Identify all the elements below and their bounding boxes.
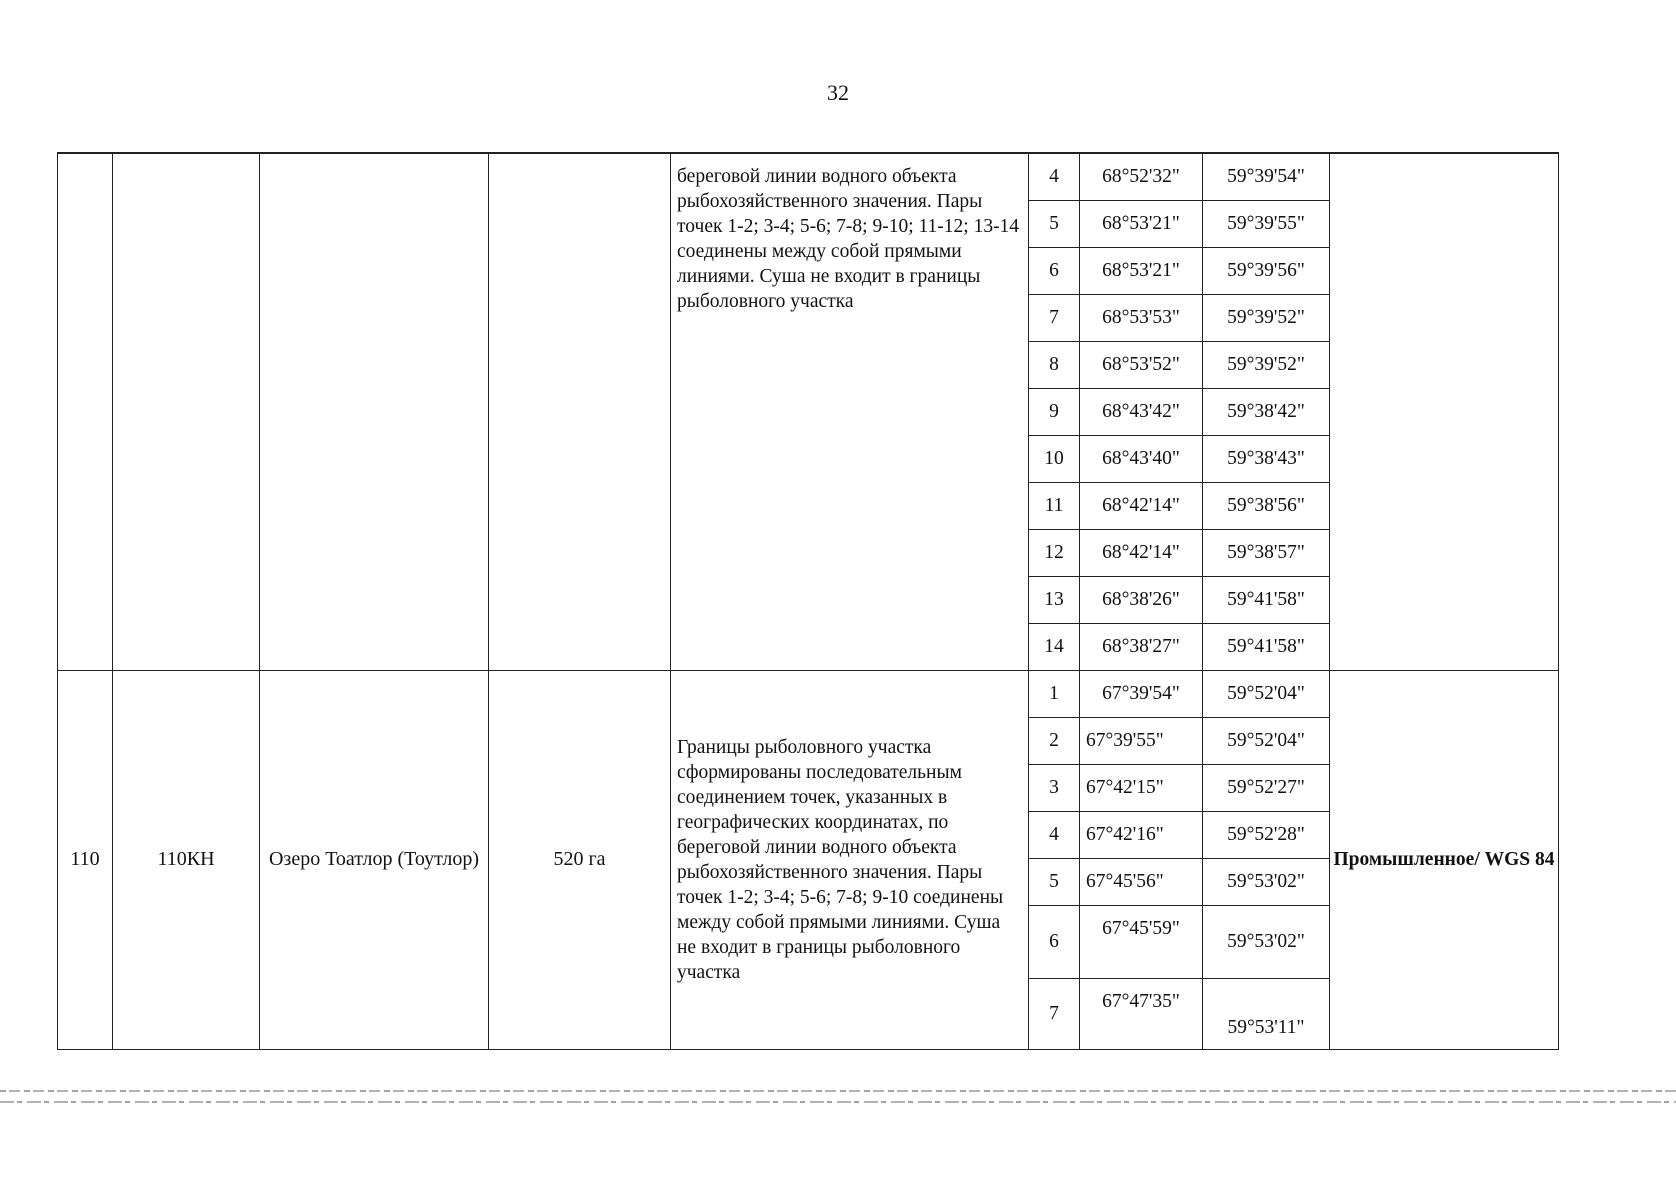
row-number: 110 [58, 670, 113, 1049]
point-number: 1 [1029, 670, 1080, 717]
latitude: 68°53'52" [1080, 341, 1203, 388]
longitude: 59°39'54" [1203, 153, 1330, 200]
longitude: 59°41'58" [1203, 623, 1330, 670]
usage-cell-empty [1330, 153, 1559, 670]
latitude: 68°53'21" [1080, 247, 1203, 294]
longitude: 59°52'27" [1203, 764, 1330, 811]
point-number: 13 [1029, 576, 1080, 623]
point-number: 5 [1029, 858, 1080, 905]
latitude: 67°45'59" [1080, 905, 1203, 978]
longitude: 59°52'04" [1203, 670, 1330, 717]
point-number: 6 [1029, 905, 1080, 978]
point-number: 14 [1029, 623, 1080, 670]
longitude: 59°39'52" [1203, 341, 1330, 388]
point-number: 12 [1029, 529, 1080, 576]
longitude: 59°53'02" [1203, 858, 1330, 905]
boundary-description: Границы рыболовного участка сформированы последовательным соединением точек, указанных в географических координатах, по береговой линии водного объекта рыбохозяйственного значения. Пары точек 1-2; 3-4; 5-6; 7-8; 9-10 соединены между собой прямыми линиями. Суша не входит в границы рыболовного участка [671, 670, 1029, 1049]
longitude: 59°39'55" [1203, 200, 1330, 247]
page-number: 32 [827, 80, 849, 105]
row-number-cell-empty [58, 153, 113, 670]
water-body-name-cell-empty [260, 153, 489, 670]
longitude: 59°38'42" [1203, 388, 1330, 435]
point-number: 4 [1029, 153, 1080, 200]
scan-noise-line [0, 1101, 1676, 1103]
latitude: 67°39'54" [1080, 670, 1203, 717]
latitude: 67°42'15" [1080, 764, 1203, 811]
latitude: 68°52'32" [1080, 153, 1203, 200]
longitude: 59°52'28" [1203, 811, 1330, 858]
point-number: 6 [1029, 247, 1080, 294]
point-number: 9 [1029, 388, 1080, 435]
longitude: 59°53'11" [1203, 978, 1330, 1049]
latitude: 68°43'42" [1080, 388, 1203, 435]
point-number: 2 [1029, 717, 1080, 764]
latitude: 68°42'14" [1080, 529, 1203, 576]
area-code-cell-empty [113, 153, 260, 670]
point-number: 7 [1029, 294, 1080, 341]
area-code: 110КН [113, 670, 260, 1049]
latitude: 68°38'27" [1080, 623, 1203, 670]
point-number: 10 [1029, 435, 1080, 482]
point-number: 8 [1029, 341, 1080, 388]
point-number: 3 [1029, 764, 1080, 811]
latitude: 68°43'40" [1080, 435, 1203, 482]
latitude: 67°39'55" [1080, 717, 1203, 764]
area-size: 520 га [489, 670, 671, 1049]
longitude: 59°41'58" [1203, 576, 1330, 623]
fishing-area-table [57, 152, 1559, 1050]
latitude: 68°53'21" [1080, 200, 1203, 247]
point-number: 5 [1029, 200, 1080, 247]
boundary-description: береговой линии водного объекта рыбохозяйственного значения. Пары точек 1-2; 3-4; 5-6; 7-8; 9-10; 11-12; 13-14 соединены между собой прямыми линиями. Суша не входит в границы рыболовного участка [671, 153, 1029, 670]
longitude: 59°38'57" [1203, 529, 1330, 576]
area-size-cell-empty [489, 153, 671, 670]
longitude: 59°53'02" [1203, 905, 1330, 978]
point-number: 7 [1029, 978, 1080, 1049]
longitude: 59°38'43" [1203, 435, 1330, 482]
point-number: 11 [1029, 482, 1080, 529]
latitude: 67°47'35" [1080, 978, 1203, 1049]
usage-type: Промышленное/ WGS 84 [1330, 670, 1559, 1049]
longitude: 59°38'56" [1203, 482, 1330, 529]
scan-noise-line [0, 1090, 1676, 1092]
latitude: 68°42'14" [1080, 482, 1203, 529]
longitude: 59°39'56" [1203, 247, 1330, 294]
latitude: 68°53'53" [1080, 294, 1203, 341]
point-number: 4 [1029, 811, 1080, 858]
longitude: 59°52'04" [1203, 717, 1330, 764]
latitude: 68°38'26" [1080, 576, 1203, 623]
water-body-name: Озеро Тоатлор (Тоутлор) [260, 670, 489, 1049]
latitude: 67°42'16" [1080, 811, 1203, 858]
latitude: 67°45'56" [1080, 858, 1203, 905]
longitude: 59°39'52" [1203, 294, 1330, 341]
